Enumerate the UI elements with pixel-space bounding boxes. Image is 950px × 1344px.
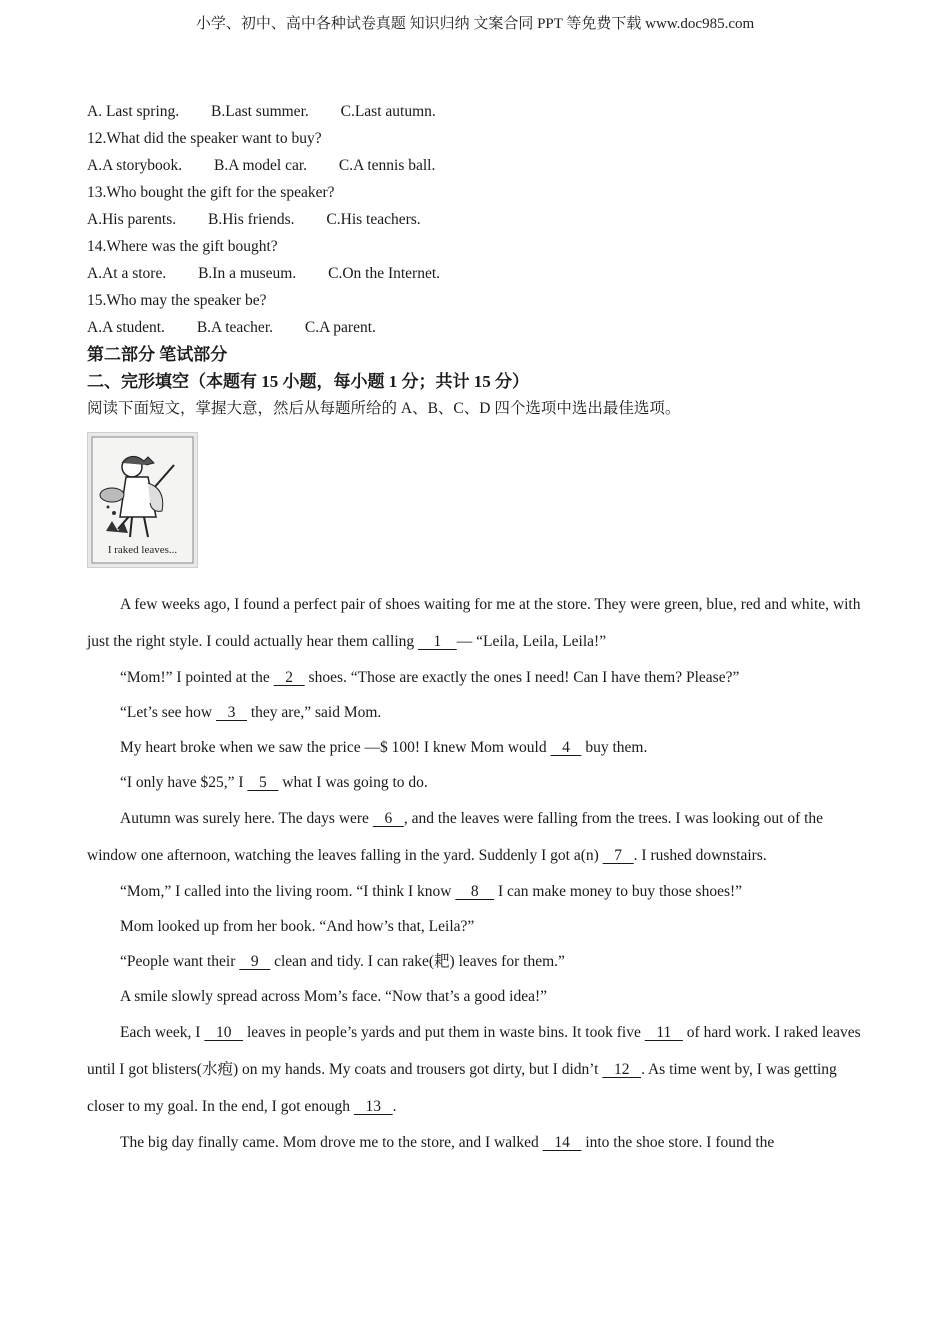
option-a: A. Last spring. (87, 103, 180, 120)
paragraph: A smile slowly spread across Mom’s face. “Now that’s a good idea!” (120, 988, 548, 1005)
question-12: 12.What did the speaker want to buy? (87, 130, 322, 147)
option-c: C.Last autumn. (340, 103, 436, 120)
blank-2: 2 (273, 669, 305, 686)
question-15: 15.Who may the speaker be? (87, 292, 267, 309)
blank-11: 11 (644, 1024, 683, 1041)
paragraph: Mom looked up from her book. “And how’s that, Leila?” (120, 918, 475, 935)
option-a: A.His parents. (87, 211, 177, 228)
option-b: B.A teacher. (196, 319, 273, 336)
exam-content (87, 98, 867, 1160)
question-13-options (87, 206, 867, 233)
option-b: B.A model car. (214, 157, 308, 174)
paragraph: “People want their 9 clean and tidy. I can rake(耙) leaves for them.” (120, 953, 565, 970)
instruction: 阅读下面短文，掌握大意，然后从每题所给的 A、B、C、D 四个选项中选出最佳选项。 (87, 400, 681, 417)
blank-4: 4 (550, 739, 582, 756)
paragraph: The big day finally came. Mom drove me to the store, and I walked 14 into the shoe store. I found the (120, 1134, 775, 1151)
question-13: 13.Who bought the gift for the speaker? (87, 184, 335, 201)
option-c: C.A tennis ball. (338, 157, 436, 174)
option-c: C.On the Internet. (328, 265, 441, 282)
blank-13: 13 (353, 1098, 393, 1115)
blank-10: 10 (204, 1024, 244, 1041)
blank-1: 1 (418, 633, 457, 650)
blank-8: 8 (455, 883, 495, 900)
paragraph: My heart broke when we saw the price —$ 100! I knew Mom would 4 buy them. (120, 739, 648, 756)
illustration-image (87, 432, 198, 568)
blank-14: 14 (542, 1134, 582, 1151)
blank-9: 9 (239, 953, 271, 970)
option-a: A.A student. (87, 319, 165, 336)
paragraph: “Mom!” I pointed at the 2 shoes. “Those are exactly the ones I need! Can I have them? Please?” (120, 669, 740, 686)
paragraph: “I only have $25,” I 5 what I was going to do. (120, 774, 428, 791)
option-a: A.A storybook. (87, 157, 183, 174)
paragraph: Each week, I 10 leaves in people’s yards and put them in waste bins. It took five 11 of hard work. I raked leaves until I got blisters(水疱) on my hands. My coats and trousers got dirty, but I didn’t 12 . As time went by, I was getting closer to my goal. In the end, I got enough 13 . (87, 1024, 861, 1115)
paragraph: Autumn was surely here. The days were 6 , and the leaves were falling from the trees. I was looking out of the window one afternoon, watching the leaves falling in the yard. Suddenly I got a(n) 7 . I rushed downstairs. (87, 810, 824, 864)
blank-7: 7 (602, 847, 634, 864)
question-11-options (87, 98, 867, 125)
question-14: 14.Where was the gift bought? (87, 238, 278, 255)
question-12-options (87, 152, 867, 179)
option-c: C.His teachers. (326, 211, 421, 228)
blank-3: 3 (215, 704, 247, 721)
option-b: B.In a museum. (198, 265, 297, 282)
paragraph: A few weeks ago, I found a perfect pair of shoes waiting for me at the store. They were green, blue, red and white, with just the right style. I could actually hear them calling 1 — “Leila, Leila, Leila!” (87, 596, 861, 650)
question-15-options (87, 314, 867, 341)
cloze-passage (87, 586, 867, 1160)
option-b: B.His friends. (208, 211, 295, 228)
paragraph: “Let’s see how 3 they are,” said Mom. (120, 704, 382, 721)
page-header: 小学、初中、高中各种试卷真题 知识归纳 文案合同 PPT 等免费下载 www.doc985.com (195, 16, 755, 32)
option-a: A.At a store. (87, 265, 167, 282)
blank-6: 6 (372, 810, 404, 827)
cloze-title: 二、完形填空（本题有 15 小题，每小题 1 分；共计 15 分） (87, 372, 529, 391)
option-c: C.A parent. (304, 319, 376, 336)
paragraph: “Mom,” I called into the living room. “I think I know 8 I can make money to buy those shoes!” (120, 883, 743, 900)
option-b: B.Last summer. (211, 103, 309, 120)
question-14-options (87, 260, 867, 287)
blank-12: 12 (602, 1061, 642, 1078)
illustration-caption: I raked leaves... (107, 544, 178, 556)
part-title: 第二部分 笔试部分 (87, 345, 228, 364)
blank-5: 5 (247, 774, 279, 791)
